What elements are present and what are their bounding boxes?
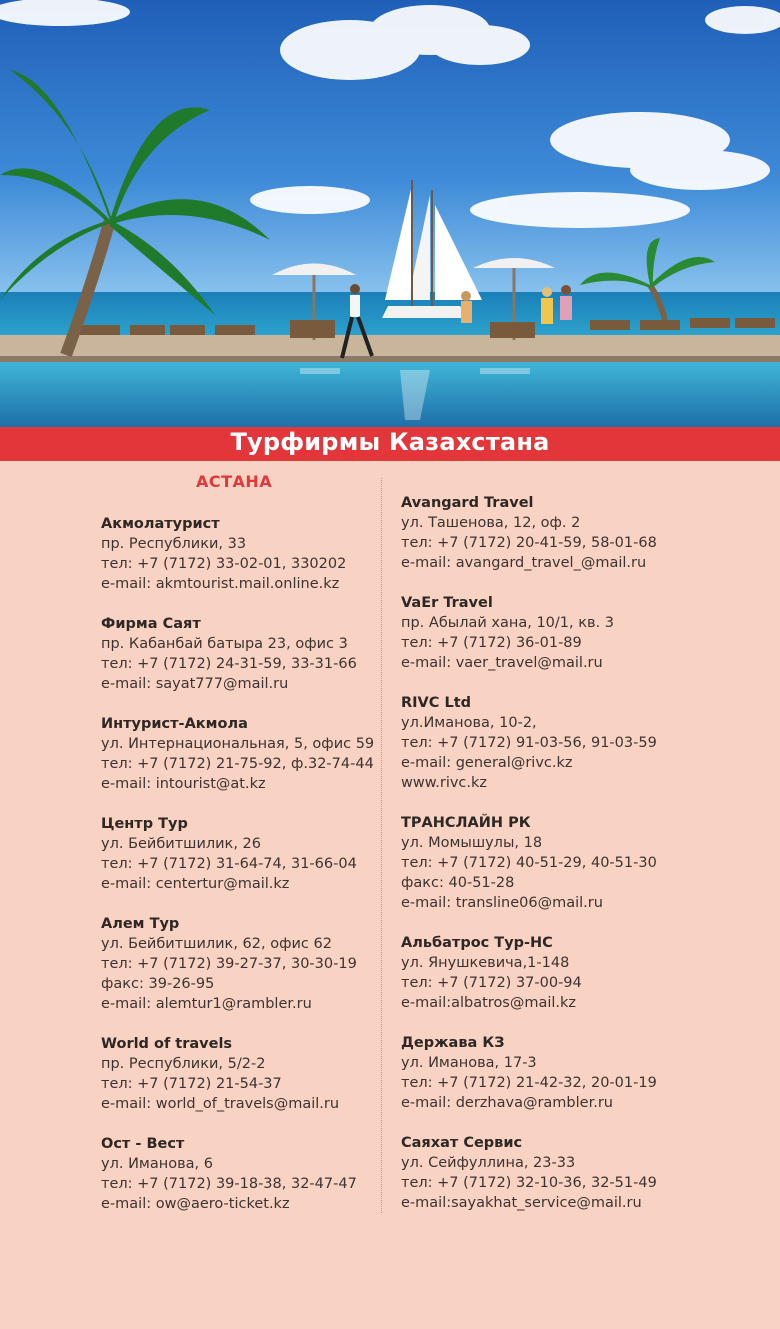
agency-name: RIVC Ltd	[401, 695, 472, 711]
agency-phone: тел: +7 (7172) 21-75-92, ф.32-74-44	[101, 756, 374, 772]
agency-name: Саяхат Сервис	[401, 1135, 523, 1151]
agency-website: www.rivc.kz	[401, 775, 488, 791]
agency-address: ул. Иманова, 6	[101, 1156, 213, 1172]
agency-entry	[101, 714, 381, 794]
agency-entry	[401, 1133, 776, 1213]
agency-phone: тел: +7 (7172) 39-18-38, 32-47-47	[101, 1176, 357, 1192]
agency-address: пр. Абылай хана, 10/1, кв. 3	[401, 615, 614, 631]
city-heading: АСТАНА	[196, 472, 273, 491]
agency-address: ул. Сейфуллина, 23-33	[401, 1155, 576, 1171]
agency-address: ул. Янушкевича,1-148	[401, 955, 570, 971]
agency-email: e-mail: ow@aero-ticket.kz	[101, 1196, 290, 1212]
agency-phone: тел: +7 (7172) 21-42-32, 20-01-19	[401, 1075, 657, 1091]
agency-name: ТРАНСЛАЙН РК	[401, 815, 531, 831]
page-title: Турфирмы Казахстана	[230, 428, 550, 456]
agency-email: e-mail: akmtourist.mail.online.kz	[101, 576, 340, 592]
agency-phone: тел: +7 (7172) 21-54-37	[101, 1076, 282, 1092]
agency-entry	[401, 493, 776, 573]
agency-name: Держава КЗ	[401, 1035, 505, 1051]
agency-phone: тел: +7 (7172) 31-64-74, 31-66-04	[101, 856, 357, 872]
agency-phone: тел: +7 (7172) 36-01-89	[401, 635, 582, 651]
agency-address: ул. Интернациональная, 5, офис 59	[101, 736, 375, 752]
column-divider	[381, 478, 382, 1213]
agency-phone: тел: +7 (7172) 37-00-94	[401, 975, 582, 991]
agency-email: e-mail:sayakhat_service@mail.ru	[401, 1195, 642, 1211]
agency-email: e-mail: vaer_travel@mail.ru	[401, 655, 603, 671]
agency-entry	[101, 1134, 381, 1214]
agency-name: Интурист-Акмола	[101, 716, 248, 732]
agency-phone: тел: +7 (7172) 33-02-01, 330202	[101, 556, 347, 572]
agency-entry	[401, 1033, 776, 1113]
agency-address: ул. Бейбитшилик, 62, офис 62	[101, 936, 332, 952]
agency-address: ул. Иманова, 17-3	[401, 1055, 537, 1071]
agency-name: VaEr Travel	[401, 595, 493, 611]
agency-email: e-mail: alemtur1@rambler.ru	[101, 996, 312, 1012]
agency-address: ул. Бейбитшилик, 26	[101, 836, 261, 852]
agency-address: ул.Иманова, 10-2,	[401, 715, 537, 731]
agency-entry	[401, 593, 776, 673]
agency-entry	[101, 914, 381, 1014]
agency-name: World of travels	[101, 1036, 233, 1052]
agency-email: e-mail:albatros@mail.kz	[401, 995, 577, 1011]
hero-photo	[0, 0, 780, 427]
agency-name: Алем Тур	[101, 916, 180, 932]
title-band	[0, 427, 780, 461]
agency-fax: факс: 39-26-95	[101, 976, 215, 992]
agency-phone: тел: +7 (7172) 20-41-59, 58-01-68	[401, 535, 657, 551]
agency-address: ул. Момышулы, 18	[401, 835, 543, 851]
agency-phone: тел: +7 (7172) 91-03-56, 91-03-59	[401, 735, 657, 751]
agency-list-left	[101, 514, 381, 1234]
agency-address: ул. Ташенова, 12, оф. 2	[401, 515, 581, 531]
agency-address: пр. Кабанбай батыра 23, офис 3	[101, 636, 348, 652]
agency-entry	[401, 933, 776, 1013]
agency-list-right	[401, 493, 776, 1233]
agency-email: e-mail: transline06@mail.ru	[401, 895, 603, 911]
agency-email: e-mail: intourist@at.kz	[101, 776, 266, 792]
agency-email: e-mail: derzhava@rambler.ru	[401, 1095, 613, 1111]
agency-name: Альбатрос Тур-НС	[401, 935, 553, 951]
agency-phone: тел: +7 (7172) 32-10-36, 32-51-49	[401, 1175, 657, 1191]
agency-email: e-mail: general@rivc.kz	[401, 755, 573, 771]
agency-entry	[401, 813, 776, 913]
agency-email: e-mail: world_of_travels@mail.ru	[101, 1096, 340, 1112]
agency-entry	[101, 514, 381, 594]
agency-entry	[401, 693, 776, 793]
agency-email: e-mail: sayat777@mail.ru	[101, 676, 289, 692]
agency-address: пр. Республики, 33	[101, 536, 247, 552]
agency-name: Центр Тур	[101, 816, 188, 832]
agency-name: Фирма Саят	[101, 616, 201, 632]
agency-fax: факс: 40-51-28	[401, 875, 515, 891]
agency-entry	[101, 1034, 381, 1114]
agency-address: пр. Республики, 5/2-2	[101, 1056, 266, 1072]
agency-email: e-mail: centertur@mail.kz	[101, 876, 290, 892]
agency-name: Avangard Travel	[401, 495, 534, 511]
agency-phone: тел: +7 (7172) 24-31-59, 33-31-66	[101, 656, 357, 672]
agency-phone: тел: +7 (7172) 40-51-29, 40-51-30	[401, 855, 657, 871]
agency-email: e-mail: avangard_travel_@mail.ru	[401, 555, 647, 571]
agency-phone: тел: +7 (7172) 39-27-37, 30-30-19	[101, 956, 357, 972]
agency-entry	[101, 814, 381, 894]
agency-name: Ост - Вест	[101, 1136, 185, 1152]
agency-entry	[101, 614, 381, 694]
agency-name: Акмолатурист	[101, 516, 220, 532]
